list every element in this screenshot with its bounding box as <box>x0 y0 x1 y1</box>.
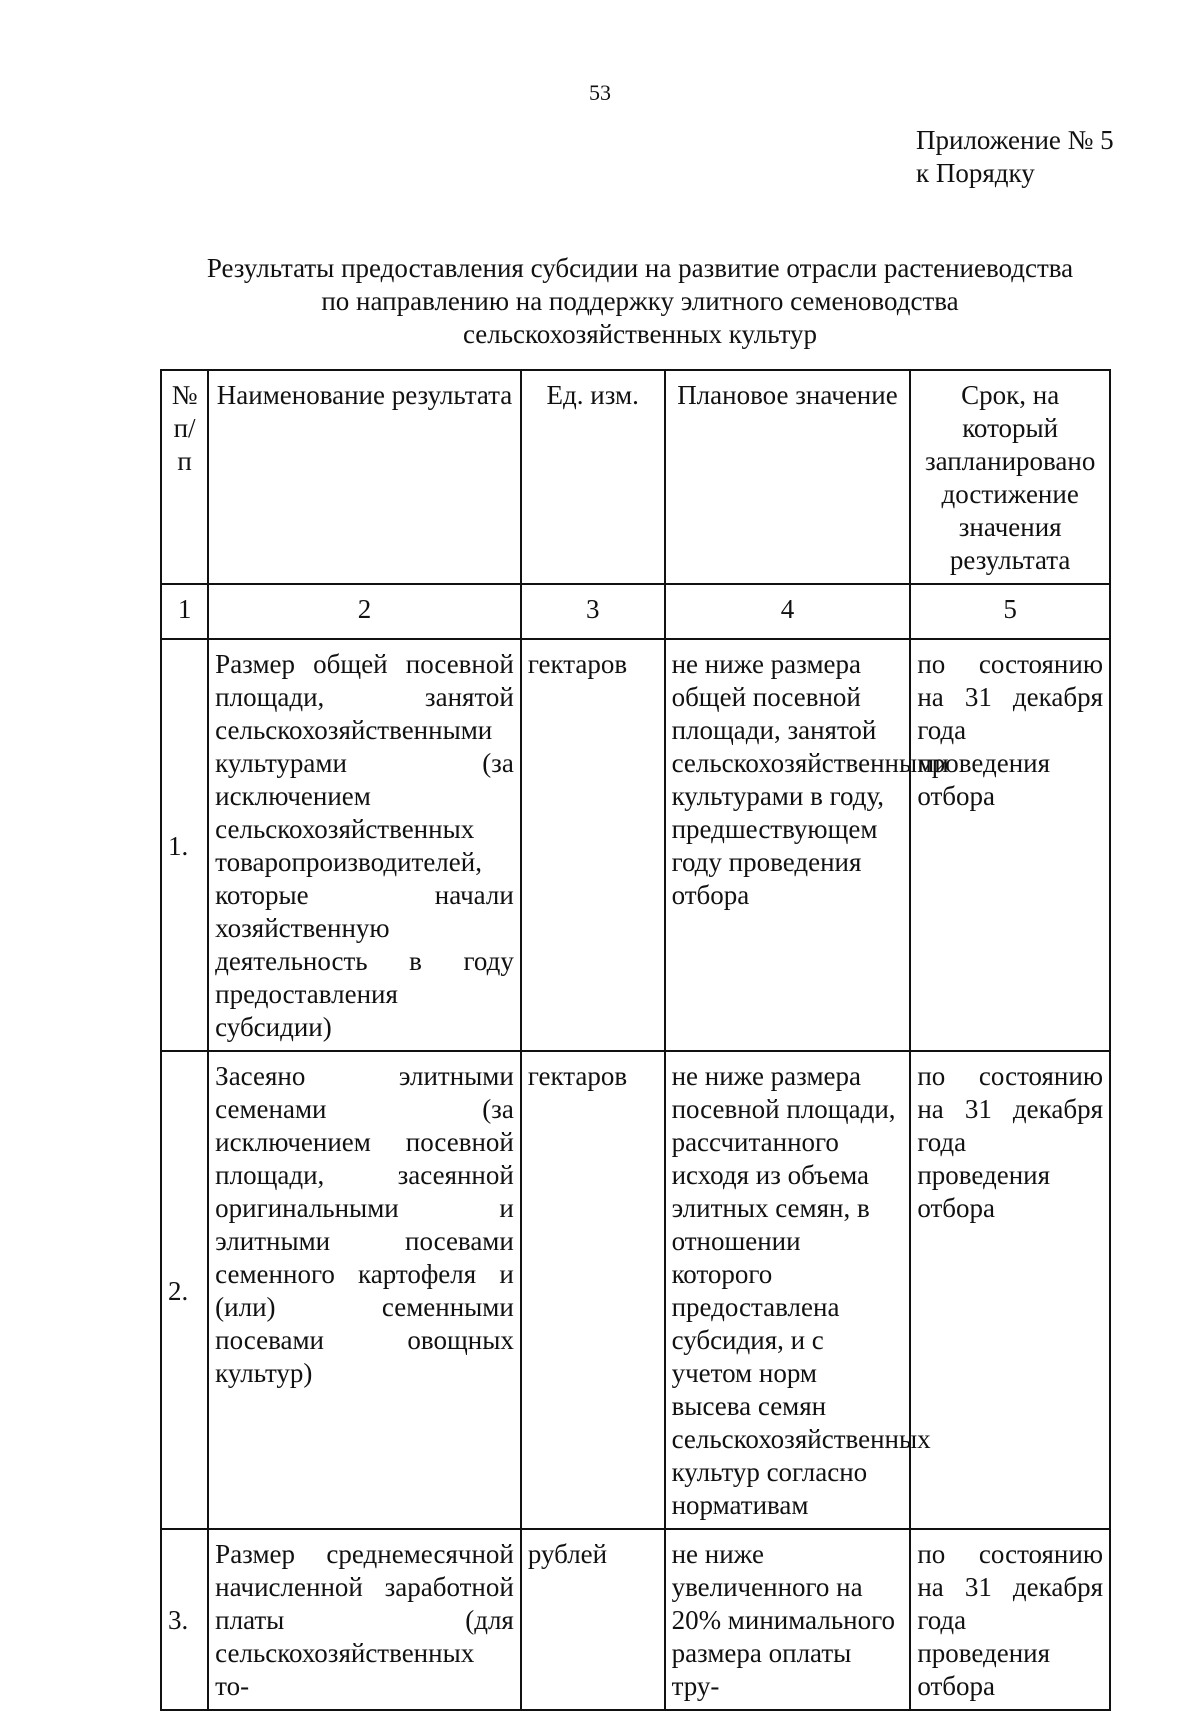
document-title <box>160 252 1120 351</box>
header-cell: Плановое значение <box>665 370 911 584</box>
column-number-row <box>161 584 1110 639</box>
result-name: Размер среднемесячной начисленной заработной платы (для сельскохозяйственных то- <box>208 1529 521 1710</box>
header-cell: № п/п <box>161 370 208 584</box>
results-table <box>160 369 1111 1711</box>
target-date: по состоянию на 31 декабря года проведения отбора <box>910 639 1110 1051</box>
result-name: Засеяно элитными семенами (за исключением посевной площади, засеянной оригинальными и элитными посевами семенного картофеля и (или) семенными посевами овощных культур) <box>208 1051 521 1529</box>
target-date: по состоянию на 31 декабря года проведения отбора <box>910 1529 1110 1710</box>
result-unit: гектаров <box>521 1051 665 1529</box>
planned-value: не ниже размера посевной площади, рассчитанного исходя из объема элитных семян, в отношении которого предоставлена субсидия, и с учетом норм высева семян сельскохозяйственных культур согласно нормативам <box>665 1051 911 1529</box>
table-row <box>161 639 1110 1051</box>
column-number: 5 <box>910 584 1110 639</box>
table-header-row <box>161 370 1110 584</box>
header-cell: Срок, на который запланировано достижение значения результата <box>910 370 1110 584</box>
planned-value: не ниже размера общей посевной площади, занятой сельскохозяйственными культурами в году, предшествующем году проведения отбора <box>665 639 911 1051</box>
table-row <box>161 1051 1110 1529</box>
table-row <box>161 1529 1110 1710</box>
appendix-line-1: Приложение № 5 <box>916 125 1114 155</box>
planned-value: не ниже увеличенного на 20% минимального размера оплаты тру- <box>665 1529 911 1710</box>
target-date: по состоянию на 31 декабря года проведения отбора <box>910 1051 1110 1529</box>
row-number: 2. <box>161 1051 208 1529</box>
appendix-reference <box>916 124 1114 190</box>
header-cell: Наименование результата <box>208 370 521 584</box>
page-number: 53 <box>589 80 611 105</box>
title-line-1: Результаты предоставления субсидии на развитие отрасли растениеводства <box>206 253 1074 283</box>
column-number: 2 <box>208 584 521 639</box>
row-number: 1. <box>161 639 208 1051</box>
row-number: 3. <box>161 1529 208 1710</box>
column-number: 1 <box>161 584 208 639</box>
title-line-3: сельскохозяйственных культур <box>462 319 818 349</box>
column-number: 4 <box>665 584 911 639</box>
column-number: 3 <box>521 584 665 639</box>
appendix-line-2: к Порядку <box>916 158 1035 188</box>
header-cell: Ед. изм. <box>521 370 665 584</box>
result-unit: рублей <box>521 1529 665 1710</box>
title-line-2: по направлению на поддержку элитного семеноводства <box>321 286 959 316</box>
result-name: Размер общей посевной площади, занятой сельскохозяйственными культурами (за исключением сельскохозяйственных товаропроизводителей, которые начали хозяйственную деятельность в году предоставления субсидии) <box>208 639 521 1051</box>
result-unit: гектаров <box>521 639 665 1051</box>
